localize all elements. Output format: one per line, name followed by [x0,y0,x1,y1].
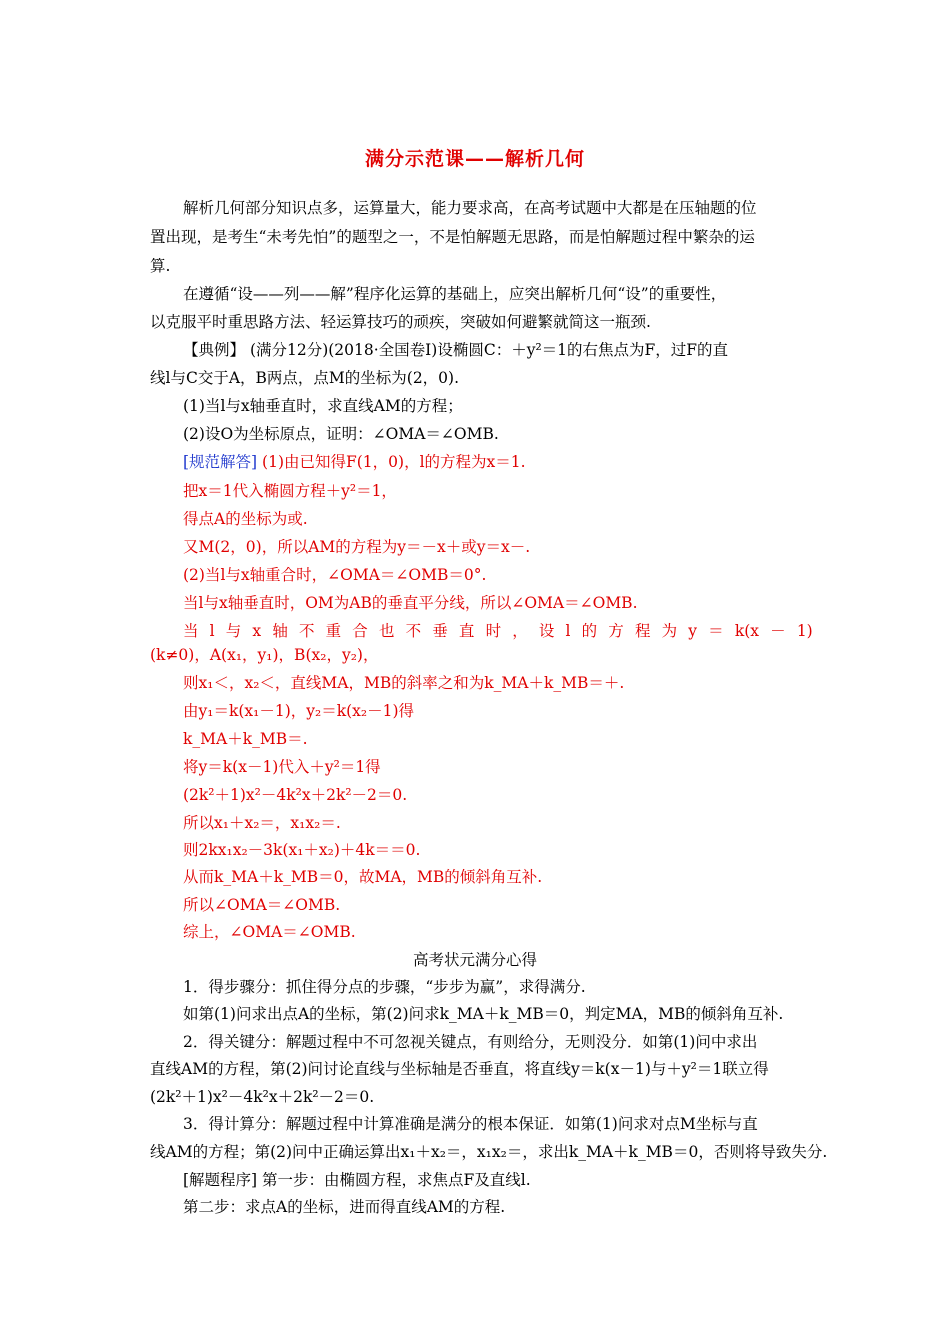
solution-line: 把x＝1代入椭圆方程＋y²＝1， [183,482,397,500]
procedure-tag: [解题程序] [183,1171,258,1189]
intro-paragraph-line: 置出现，是考生“未考先怕”的题型之一，不是怕解题无思路，而是怕解题过程中繁杂的运 [150,228,755,246]
solution-justified-line [183,621,813,641]
word: l [565,622,571,640]
solution-first-line [183,452,848,472]
word: 也 [378,622,395,640]
word: 直 [458,622,475,640]
word: 与 [225,622,242,640]
word: y [688,622,698,640]
question-1: (1)当l与x轴垂直时，求直线AM的方程； [183,397,463,415]
procedure-line [183,1170,848,1190]
solution-line: (2k²＋1)x²－4k²x＋2k²－2＝0. [183,786,408,804]
word: ＝ [708,622,724,640]
word: 合 [352,622,368,640]
tips-line: 直线AM的方程，第(2)问讨论直线与坐标轴是否垂直，将直线y＝k(x－1)与＋y²＝1联立得 [150,1060,769,1078]
word: k(x [734,622,760,640]
word: ， [512,622,528,640]
word: 当 [183,622,199,640]
word: 1) [796,622,813,640]
word: 设 [538,622,555,640]
procedure-step-1: 第一步：由椭圆方程，求焦点F及直线l. [257,1171,531,1189]
intro-paragraph-line: 以克服平时重思路方法、轻运算技巧的顽疾，突破如何避繁就简这一瓶颈. [150,313,651,331]
solution-line: 得点A的坐标为或. [183,510,308,528]
word: x [252,622,262,640]
intro-paragraph-line: 解析几何部分知识点多，运算量大，能力要求高，在高考试题中大都是在压轴题的位 [183,199,757,217]
word: 时 [485,622,502,640]
solution-line: 由y₁＝k(x₁－1)，y₂＝k(x₂－1)得 [183,702,415,720]
word: 垂 [432,622,448,640]
word: 重 [325,622,342,640]
tips-heading: 高考状元满分心得 [412,951,537,969]
solution-line: k_MA＋k_MB＝. [183,730,308,748]
solution-line: 从而k_MA＋k_MB＝0，故MA，MB的倾斜角互补. [183,868,543,886]
word: 程 [634,622,651,640]
page-title: 满分示范课——解析几何 [364,148,585,170]
intro-paragraph-line: 算. [150,257,171,275]
tips-line: 线AM的方程；第(2)问中正确运算出x₁＋x₂＝，x₁x₂＝，求出k_MA＋k_MB＝0，否则将导致失分. [150,1143,828,1161]
tips-line: 3．得计算分：解题过程中计算准确是满分的根本保证．如第(1)问求对点M坐标与直 [183,1115,758,1133]
word: 的 [581,622,598,640]
word: － [770,622,786,640]
solution-line: 又M(2，0)，所以AM的方程为y＝－x＋或y＝x－. [183,538,531,556]
word: 方 [608,622,624,640]
word: l [209,622,215,640]
example-line: 线l与C交于A，B两点，点M的坐标为(2，0). [150,369,460,387]
solution-tag: [规范解答] [183,453,258,471]
question-2: (2)设O为坐标原点，证明：∠OMA＝∠OMB. [183,425,499,443]
solution-line: (k≠0)，A(x₁，y₁)，B(x₂，y₂)， [150,646,379,664]
solution-line: 所以∠OMA＝∠OMB. [183,896,341,914]
word: 不 [298,622,315,640]
solution-line: 则2kx₁x₂－3k(x₁＋x₂)＋4k＝＝0. [183,841,421,859]
solution-line: 将y＝k(x－1)代入＋y²＝1得 [183,758,381,776]
solution-line: 当l与x轴垂直时，OM为AB的垂直平分线，所以∠OMA＝∠OMB. [183,594,638,612]
solution-line: 综上，∠OMA＝∠OMB. [183,923,356,941]
solution-text: (1)由已知得F(1，0)，l的方程为x＝1. [257,453,526,471]
tips-line: (2k²＋1)x²－4k²x＋2k²－2＝0. [150,1088,375,1106]
tips-line: 如第(1)问求出点A的坐标，第(2)问求k_MA＋k_MB＝0，判定MA，MB的倾斜角互补. [183,1005,784,1023]
solution-line: (2)当l与x轴重合时，∠OMA＝∠OMB＝0°. [183,566,487,584]
intro-paragraph-line: 在遵循“设——列——解”程序化运算的基础上，应突出解析几何“设”的重要性， [183,285,727,303]
solution-line: 则x₁＜，x₂＜，直线MA，MB的斜率之和为k_MA＋k_MB＝＋. [183,674,625,692]
example-text: (满分12分)(2018·全国卷Ⅰ)设椭圆C：＋y²＝1的右焦点为F，过F的直 [245,341,729,359]
word: 不 [405,622,422,640]
tips-line: 1．得步骤分：抓住得分点的步骤，“步步为赢”，求得满分. [183,978,586,996]
tips-line: 2．得关键分：解题过程中不可忽视关键点，有则给分，无则没分．如第(1)问中求出 [183,1033,758,1051]
solution-line: 所以x₁＋x₂＝，x₁x₂＝. [183,814,341,832]
word: 轴 [272,622,288,640]
word: 为 [661,622,678,640]
example-tag: 【典例】 [183,341,246,359]
example-line [183,340,848,360]
procedure-step-2: 第二步：求点A的坐标，进而得直线AM的方程. [183,1198,506,1216]
